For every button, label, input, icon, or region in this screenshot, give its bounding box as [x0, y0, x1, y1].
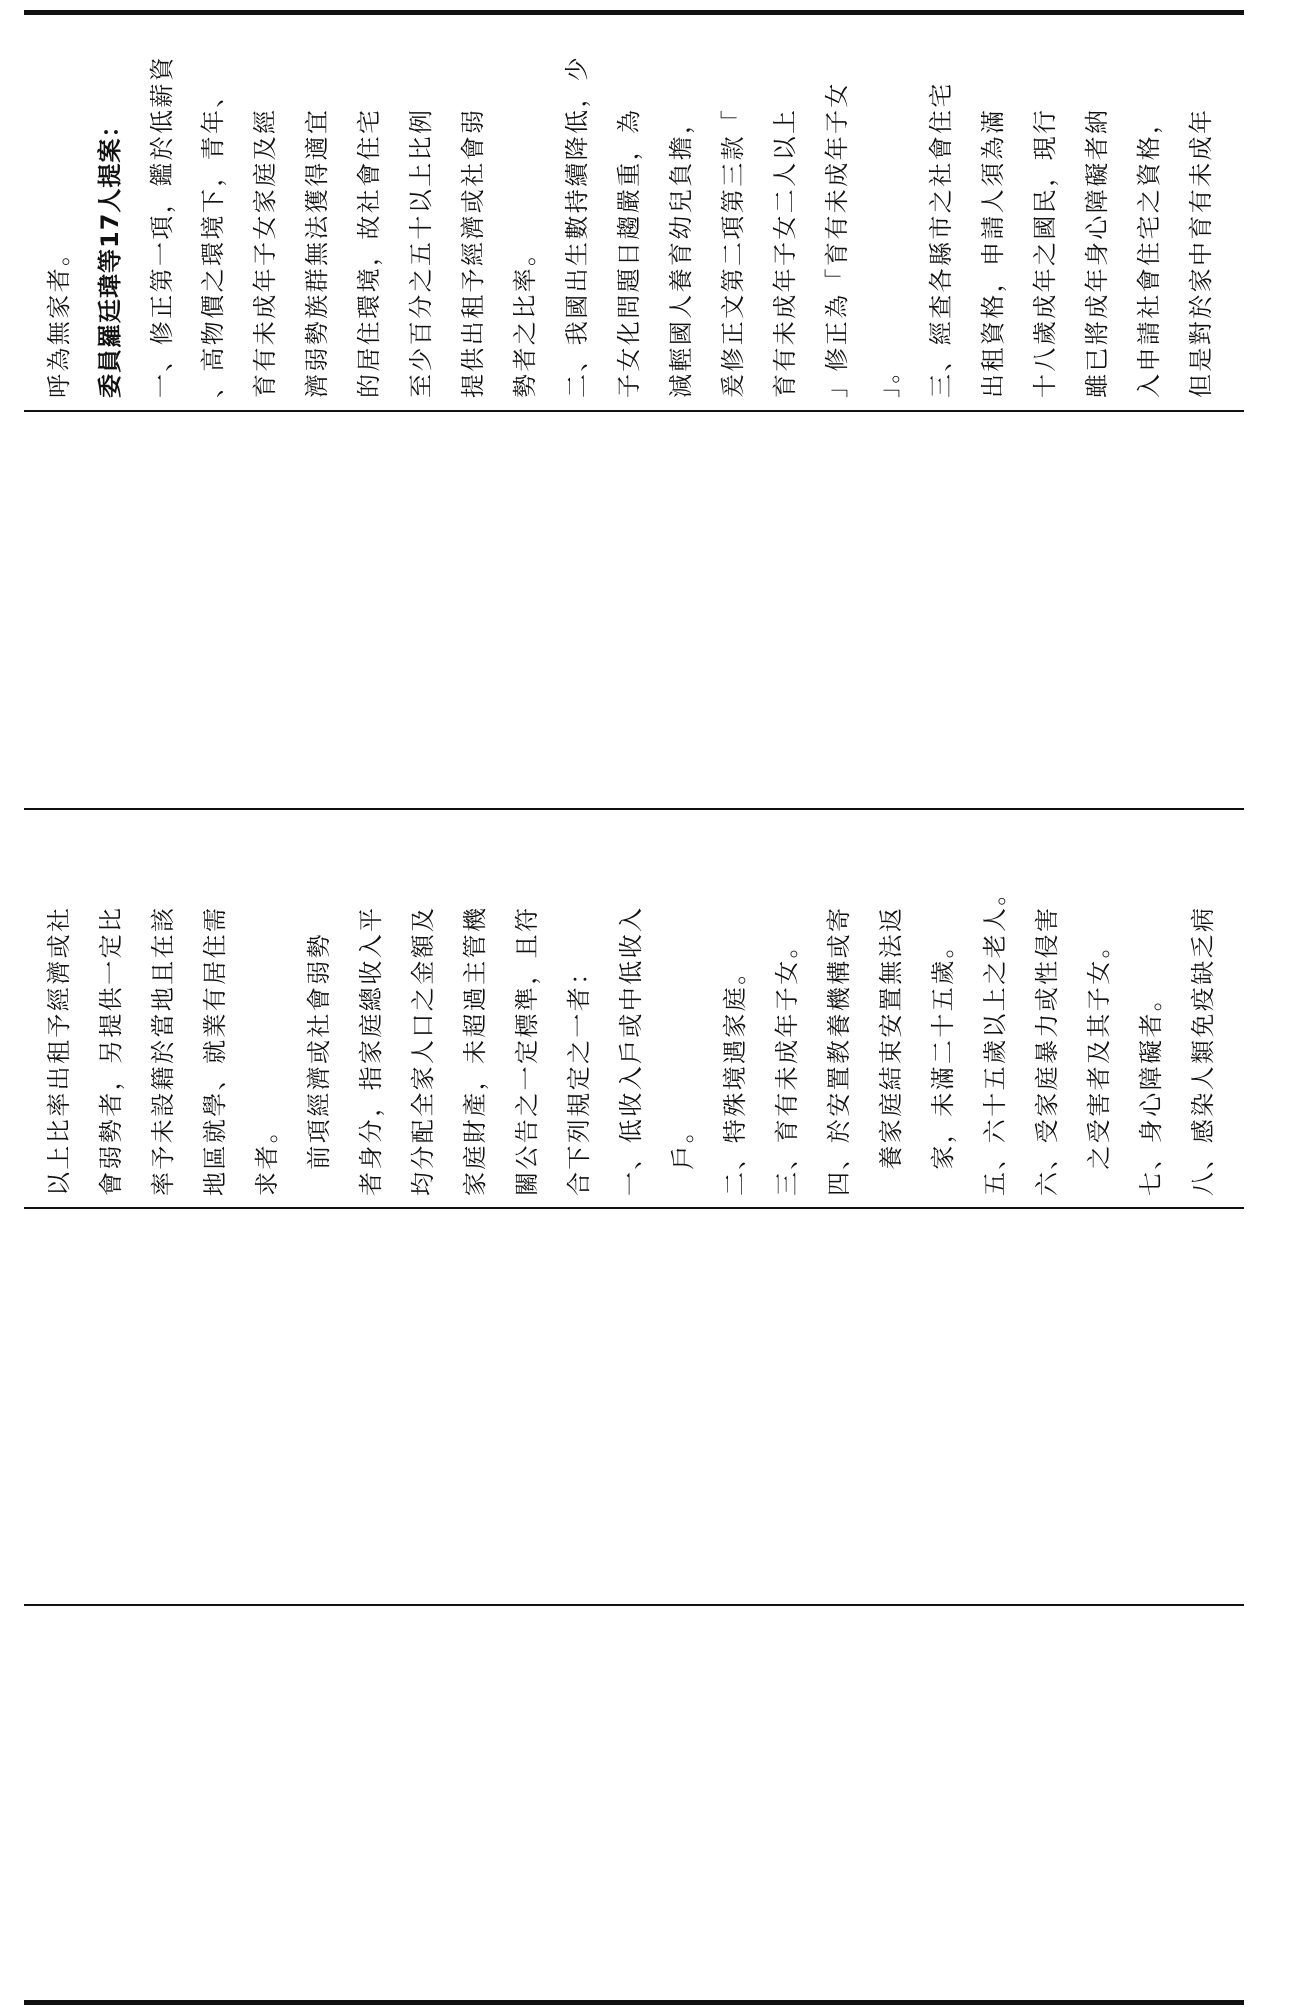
text-line: 地區就學、就業有居住需: [201, 905, 229, 1196]
text-line: 四、於安置教養機構或寄: [825, 905, 853, 1196]
text-line: 減輕國人養育幼兒負擔，: [667, 107, 695, 398]
text-line: 二、我國出生數持續降低，少: [563, 54, 591, 398]
text-line: 」。: [875, 357, 903, 398]
text-line: 提供出租予經濟或社會弱: [459, 107, 487, 398]
text-line: 育有未成年子女二人以上: [771, 107, 799, 398]
text-line: 呼為無家者。: [45, 239, 73, 398]
text-line: 率予未設籍於當地且在該: [149, 905, 177, 1196]
top-rule: [24, 10, 1244, 15]
text-line: 前項經濟或社會弱勢: [305, 932, 333, 1196]
text-line: 」修正為「育有未成年子女: [823, 81, 851, 398]
proposal-heading: 委員羅廷瑋等17人提案：: [96, 112, 124, 398]
text-line: 的居住環境，故社會住宅: [355, 107, 383, 398]
text-line: 八、感染人類免疫缺乏病: [1189, 905, 1217, 1196]
text-line: 雖已將成年身心障礙者納: [1083, 107, 1111, 398]
section-divider-3: [24, 1207, 1244, 1209]
text-line: 六、受家庭暴力或性侵害: [1033, 905, 1061, 1196]
text-line: 五、六十五歲以上之老人。: [981, 879, 1009, 1196]
text-line: 之受害者及其子女。: [1085, 932, 1113, 1196]
text-line: 入申請社會住宅之資格，: [1135, 107, 1163, 398]
text-line: 出租資格，申請人須為滿: [979, 107, 1007, 398]
text-line: 子女化問題日趨嚴重，為: [615, 107, 643, 398]
section-divider-1: [24, 410, 1244, 412]
text-line: 三、育有未成年子女。: [773, 932, 801, 1196]
text-line: 、高物價之環境下，青年、: [199, 81, 227, 398]
text-line: 合下列規定之一者：: [565, 958, 593, 1196]
text-line: 以上比率出租予經濟或社: [45, 905, 73, 1196]
text-line: 三、經查各縣市之社會住宅: [927, 81, 955, 398]
text-line: 求者。: [253, 1116, 281, 1196]
text-line: 十八歲成年之國民，現行: [1031, 107, 1059, 398]
text-line: 者身分，指家庭總收入平: [357, 905, 385, 1196]
text-line: 家，未滿二十五歲。: [929, 932, 957, 1196]
bottom-rule: [24, 2000, 1244, 2005]
text-line: 二、特殊境遇家庭。: [721, 958, 749, 1196]
section-divider-4: [24, 1604, 1244, 1606]
text-line: 濟弱勢族群無法獲得適宜: [303, 107, 331, 398]
text-line: 一、修正第一項，鑑於低薪資: [148, 54, 176, 398]
text-line: 養家庭結束安置無法返: [877, 905, 905, 1196]
text-line: 均分配全家人口之金額及: [409, 905, 437, 1196]
text-line: 會弱勢者，另提供一定比: [97, 905, 125, 1196]
text-line: 勢者之比率。: [511, 239, 539, 398]
text-line: 關公告之一定標準，且符: [513, 905, 541, 1196]
text-line: 一、低收入戶或中低收入: [617, 905, 645, 1196]
text-line: 家庭財產，未超過主管機: [461, 905, 489, 1196]
text-line: 但是對於家中育有未成年: [1187, 107, 1215, 398]
text-line: 戶。: [669, 1116, 697, 1196]
text-line: 育有未成年子女家庭及經: [251, 107, 279, 398]
text-line: 至少百分之五十以上比例: [407, 107, 435, 398]
text-line: 七、身心障礙者。: [1137, 984, 1165, 1196]
section-divider-2: [24, 808, 1244, 810]
text-line: 爰修正文第二項第三款「: [719, 107, 747, 398]
